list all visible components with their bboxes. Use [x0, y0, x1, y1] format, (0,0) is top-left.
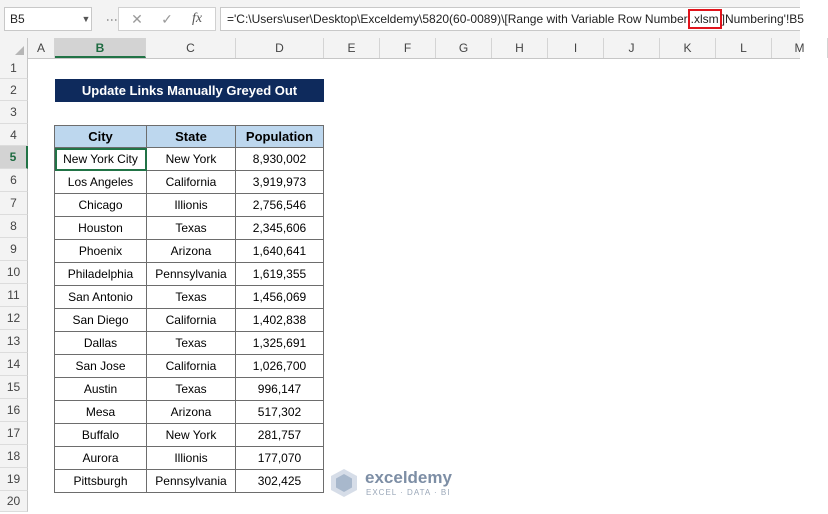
- cell-city[interactable]: Pittsburgh: [55, 470, 147, 493]
- row-header-15[interactable]: 15: [0, 376, 28, 399]
- table-row: [55, 424, 324, 447]
- cell-state[interactable]: Arizona: [147, 240, 236, 263]
- table-row: [55, 148, 324, 171]
- cell-population[interactable]: 1,402,838: [236, 309, 324, 332]
- cell-state[interactable]: Pennsylvania: [147, 263, 236, 286]
- cell-state[interactable]: California: [147, 355, 236, 378]
- row-header-10[interactable]: 10: [0, 261, 28, 284]
- cell-state[interactable]: Illionis: [147, 194, 236, 217]
- row-header-18[interactable]: 18: [0, 445, 28, 468]
- cell-state[interactable]: Texas: [147, 332, 236, 355]
- table-row: [55, 171, 324, 194]
- table-row: [55, 378, 324, 401]
- cell-population[interactable]: 996,147: [236, 378, 324, 401]
- cell-city[interactable]: New York City: [55, 148, 147, 171]
- cell-population[interactable]: 8,930,002: [236, 148, 324, 171]
- column-header-b[interactable]: B: [55, 38, 146, 58]
- column-header-a[interactable]: A: [28, 38, 55, 58]
- cell-state[interactable]: Texas: [147, 378, 236, 401]
- watermark-name: exceldemy: [365, 468, 452, 487]
- formula-buttons: [118, 7, 216, 31]
- table-row: [55, 263, 324, 286]
- cell-population[interactable]: 1,456,069: [236, 286, 324, 309]
- row-header-19[interactable]: 19: [0, 468, 28, 491]
- column-header-i[interactable]: I: [548, 38, 604, 58]
- column-header-g[interactable]: G: [436, 38, 492, 58]
- cell-state[interactable]: Texas: [147, 217, 236, 240]
- cell-state[interactable]: Illionis: [147, 447, 236, 470]
- cell-population[interactable]: 2,756,546: [236, 194, 324, 217]
- table-row: [55, 309, 324, 332]
- row-header-4[interactable]: 4: [0, 124, 28, 146]
- formula-highlight: .xlsm: [688, 9, 722, 29]
- chevron-down-icon[interactable]: ▼: [81, 14, 91, 24]
- watermark-tagline: EXCEL · DATA · BI: [366, 488, 451, 497]
- cell-state[interactable]: New York: [147, 424, 236, 447]
- column-header-d[interactable]: D: [236, 38, 324, 58]
- cell-city[interactable]: San Jose: [55, 355, 147, 378]
- header-population[interactable]: Population: [236, 126, 324, 148]
- cell-population[interactable]: 517,302: [236, 401, 324, 424]
- cell-city[interactable]: Chicago: [55, 194, 147, 217]
- enter-icon[interactable]: ✓: [161, 11, 173, 27]
- column-header-j[interactable]: J: [604, 38, 660, 58]
- more-dots-icon[interactable]: [101, 7, 111, 31]
- row-header-14[interactable]: 14: [0, 353, 28, 376]
- table-row: [55, 286, 324, 309]
- cell-state[interactable]: California: [147, 309, 236, 332]
- column-header-e[interactable]: E: [324, 38, 380, 58]
- column-header-c[interactable]: C: [146, 38, 236, 58]
- row-header-17[interactable]: 17: [0, 422, 28, 445]
- cell-state[interactable]: Pennsylvania: [147, 470, 236, 493]
- table-row: [55, 355, 324, 378]
- insert-function-icon[interactable]: fx: [191, 11, 203, 26]
- row-header-16[interactable]: 16: [0, 399, 28, 422]
- exceldemy-logo-icon: [329, 468, 359, 498]
- cell-population[interactable]: 1,026,700: [236, 355, 324, 378]
- table-row: [55, 447, 324, 470]
- cell-city[interactable]: Mesa: [55, 401, 147, 424]
- table-row: [55, 194, 324, 217]
- row-header-3[interactable]: 3: [0, 101, 28, 124]
- formula-suffix: ]Numbering'!B5: [721, 12, 804, 26]
- row-header-1[interactable]: 1: [0, 58, 28, 79]
- cell-city[interactable]: Buffalo: [55, 424, 147, 447]
- cell-city[interactable]: Houston: [55, 217, 147, 240]
- cell-city[interactable]: San Antonio: [55, 286, 147, 309]
- cell-state[interactable]: New York: [147, 148, 236, 171]
- cell-population[interactable]: 3,919,973: [236, 171, 324, 194]
- cell-population[interactable]: 302,425: [236, 470, 324, 493]
- cell-population[interactable]: 1,640,641: [236, 240, 324, 263]
- column-header-k[interactable]: K: [660, 38, 716, 58]
- cell-state[interactable]: California: [147, 171, 236, 194]
- row-header-12[interactable]: 12: [0, 307, 28, 330]
- header-state[interactable]: State: [147, 126, 236, 148]
- table-row: [55, 470, 324, 493]
- cell-population[interactable]: 1,619,355: [236, 263, 324, 286]
- city-table: [54, 125, 324, 493]
- cell-city[interactable]: Austin: [55, 378, 147, 401]
- formula-input[interactable]: [220, 7, 804, 31]
- cell-state[interactable]: Arizona: [147, 401, 236, 424]
- row-header-13[interactable]: 13: [0, 330, 28, 353]
- row-header-8[interactable]: 8: [0, 215, 28, 238]
- row-header-7[interactable]: 7: [0, 192, 28, 215]
- header-city[interactable]: City: [55, 126, 147, 148]
- sheet-title[interactable]: Update Links Manually Greyed Out: [55, 79, 324, 102]
- name-box[interactable]: B5: [4, 7, 92, 31]
- cell-city[interactable]: San Diego: [55, 309, 147, 332]
- row-header-11[interactable]: 11: [0, 284, 28, 307]
- column-header-f[interactable]: F: [380, 38, 436, 58]
- table-row: [55, 240, 324, 263]
- row-header-20[interactable]: 20: [0, 491, 28, 512]
- cell-city[interactable]: Phoenix: [55, 240, 147, 263]
- cancel-icon[interactable]: ✕: [131, 11, 143, 27]
- row-header-6[interactable]: 6: [0, 169, 28, 192]
- cell-state[interactable]: Texas: [147, 286, 236, 309]
- cell-population[interactable]: 1,325,691: [236, 332, 324, 355]
- cell-population[interactable]: 2,345,606: [236, 217, 324, 240]
- table-row: [55, 401, 324, 424]
- select-all-triangle-icon: [15, 46, 24, 55]
- cell-population[interactable]: 177,070: [236, 447, 324, 470]
- column-header-m[interactable]: M: [772, 38, 828, 58]
- formula-prefix: ='C:\Users\user\Desktop\Exceldemy\5820(60-0089)\[Range with Variable Row Number: [227, 12, 688, 26]
- table-row: [55, 217, 324, 240]
- row-header-5[interactable]: 5: [0, 146, 28, 169]
- cell-city[interactable]: Aurora: [55, 447, 147, 470]
- column-header-h[interactable]: H: [492, 38, 548, 58]
- cell-population[interactable]: 281,757: [236, 424, 324, 447]
- table-header-row: [55, 126, 324, 148]
- cell-city[interactable]: Los Angeles: [55, 171, 147, 194]
- cell-city[interactable]: Philadelphia: [55, 263, 147, 286]
- table-row: [55, 332, 324, 355]
- column-header-l[interactable]: L: [716, 38, 772, 58]
- cell-city[interactable]: Dallas: [55, 332, 147, 355]
- row-header-2[interactable]: 2: [0, 79, 28, 101]
- row-header-9[interactable]: 9: [0, 238, 28, 261]
